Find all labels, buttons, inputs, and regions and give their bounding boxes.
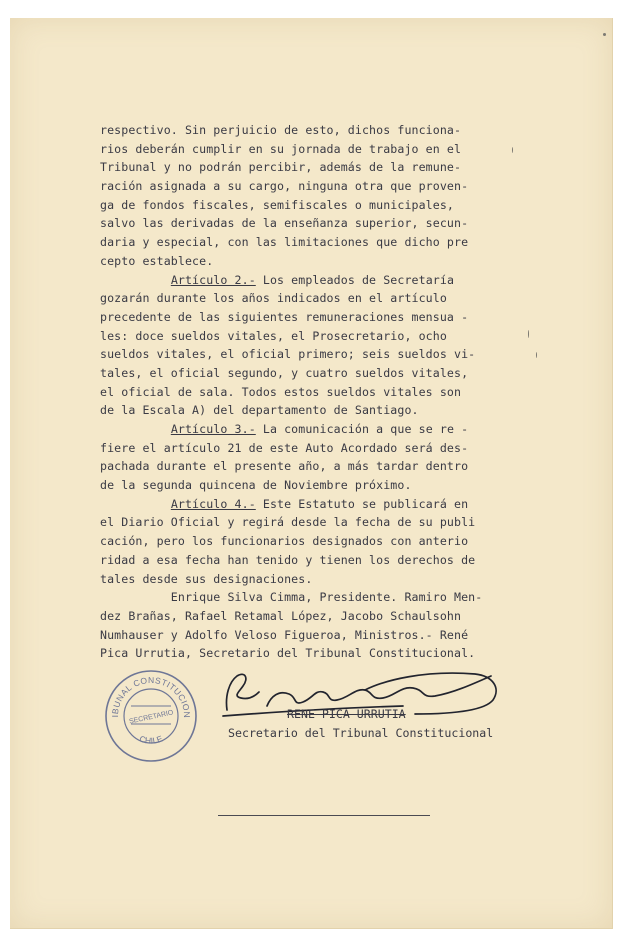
document-line xyxy=(100,345,520,364)
line-text xyxy=(100,273,171,287)
line-text: respectivo. Sin perjuicio de esto, dichos funciona- xyxy=(100,123,462,137)
line-text: Tribunal y no podrán percibir, además de la remune- xyxy=(100,160,462,175)
line-text: salvo las derivadas de la enseñanza superior, secun- xyxy=(100,216,469,231)
document-line xyxy=(100,644,520,663)
document-line xyxy=(100,401,520,420)
stamp-center-text: SECRETARIO xyxy=(128,709,175,726)
document-line xyxy=(100,233,520,252)
document-line xyxy=(100,121,520,140)
scan-speck xyxy=(512,147,513,153)
signature-name: RENE PICA URRUTIA xyxy=(287,707,406,721)
line-text: ridad a esa fecha han tenido y tienen los derechos de xyxy=(100,552,476,567)
line-text: precedente de las siguientes remuneraciones mensua - xyxy=(100,309,469,324)
article-heading: Artículo 3.- xyxy=(170,422,256,436)
article-heading: Artículo 4.- xyxy=(170,496,256,511)
scan-speck xyxy=(603,33,606,36)
document-line xyxy=(100,327,520,346)
tribunal-stamp xyxy=(103,668,199,764)
document-line xyxy=(100,177,520,196)
line-text: Numhauser y Adolfo Veloso Figueroa, Ministros.- René xyxy=(100,627,469,642)
line-text: el Diario Oficial y regirá desde la fecha de su publi xyxy=(100,515,476,530)
line-text: tales desde sus designaciones. xyxy=(100,571,313,586)
line-text: tales, el oficial segundo, y cuatro sueldos vitales, xyxy=(100,365,469,380)
document-line xyxy=(100,570,520,589)
line-text xyxy=(100,422,171,436)
line-text: ración asignada a su cargo, ninguna otra que proven- xyxy=(100,179,469,194)
line-text: Los empleados de Secretaría xyxy=(255,272,455,287)
line-text: dez Brañas, Rafael Retamal López, Jacobo Schaulsohn xyxy=(100,608,462,623)
line-text: pachada durante el presente año, a más tardar dentro xyxy=(100,459,469,474)
document-line xyxy=(100,196,520,215)
line-text: sueldos vitales, el oficial primero; seis sueldos vi- xyxy=(100,347,476,362)
scan-speck xyxy=(528,330,529,338)
document-line xyxy=(100,513,520,532)
document-line xyxy=(100,532,520,551)
line-text: daria y especial, con las limitaciones que dicho pre xyxy=(100,235,469,250)
line-text: de la segunda quincena de Noviembre próximo. xyxy=(100,478,412,493)
document-line xyxy=(100,271,520,290)
document-line xyxy=(100,158,520,177)
svg-text:TRIBUNAL CONSTITUCIONAL xyxy=(103,668,192,718)
scan-speck xyxy=(536,352,537,358)
line-text xyxy=(100,497,171,511)
document-line xyxy=(100,626,520,645)
document-body xyxy=(100,121,520,663)
line-text: Pica Urrutia, Secretario del Tribunal Constitucional. xyxy=(100,646,476,661)
document-line xyxy=(100,420,520,439)
document-line xyxy=(100,607,520,626)
stamp-outer-text: IBUNAL CONSTITUCION xyxy=(109,674,193,719)
svg-text:CHILE xyxy=(138,733,164,745)
document-line xyxy=(100,289,520,308)
line-text: cepto establece. xyxy=(100,253,214,268)
line-text: cación, pero los funcionarios designados con anterio xyxy=(100,534,469,549)
signature-title: Secretario del Tribunal Constitucional xyxy=(228,726,494,740)
article-heading: Artículo 2.- xyxy=(170,272,256,287)
document-line xyxy=(100,439,520,458)
line-text: el oficial de sala. Todos estos sueldos vitales son xyxy=(100,384,462,399)
document-line xyxy=(100,214,520,233)
document-line xyxy=(100,140,520,159)
line-text: de la Escala A) del departamento de Santiago. xyxy=(100,403,419,418)
line-text: gozarán durante los años indicados en el artículo xyxy=(100,291,447,306)
document-line xyxy=(100,364,520,383)
line-text: Este Estatuto se publicará en xyxy=(255,496,469,511)
document-line xyxy=(100,551,520,570)
document-line xyxy=(100,495,520,514)
document-line xyxy=(100,476,520,495)
document-line xyxy=(100,588,520,607)
document-line xyxy=(100,383,520,402)
document-line xyxy=(100,308,520,327)
document-line xyxy=(100,252,520,271)
line-text: ga de fondos fiscales, semifiscales o municipales, xyxy=(100,197,455,212)
line-text: La comunicación a que se re - xyxy=(255,422,469,436)
line-text: Enrique Silva Cimma, Presidente. Ramiro Men- xyxy=(100,590,483,605)
line-text: rios deberán cumplir en su jornada de trabajo en el xyxy=(100,141,462,156)
line-text: fiere el artículo 21 de este Auto Acordado será des- xyxy=(100,440,469,455)
stamp-bottom-text: CHILE xyxy=(138,733,164,746)
document-line xyxy=(100,457,520,476)
line-text: les: doce sueldos vitales, el Prosecretario, ocho xyxy=(100,328,447,343)
bottom-rule xyxy=(218,815,430,816)
